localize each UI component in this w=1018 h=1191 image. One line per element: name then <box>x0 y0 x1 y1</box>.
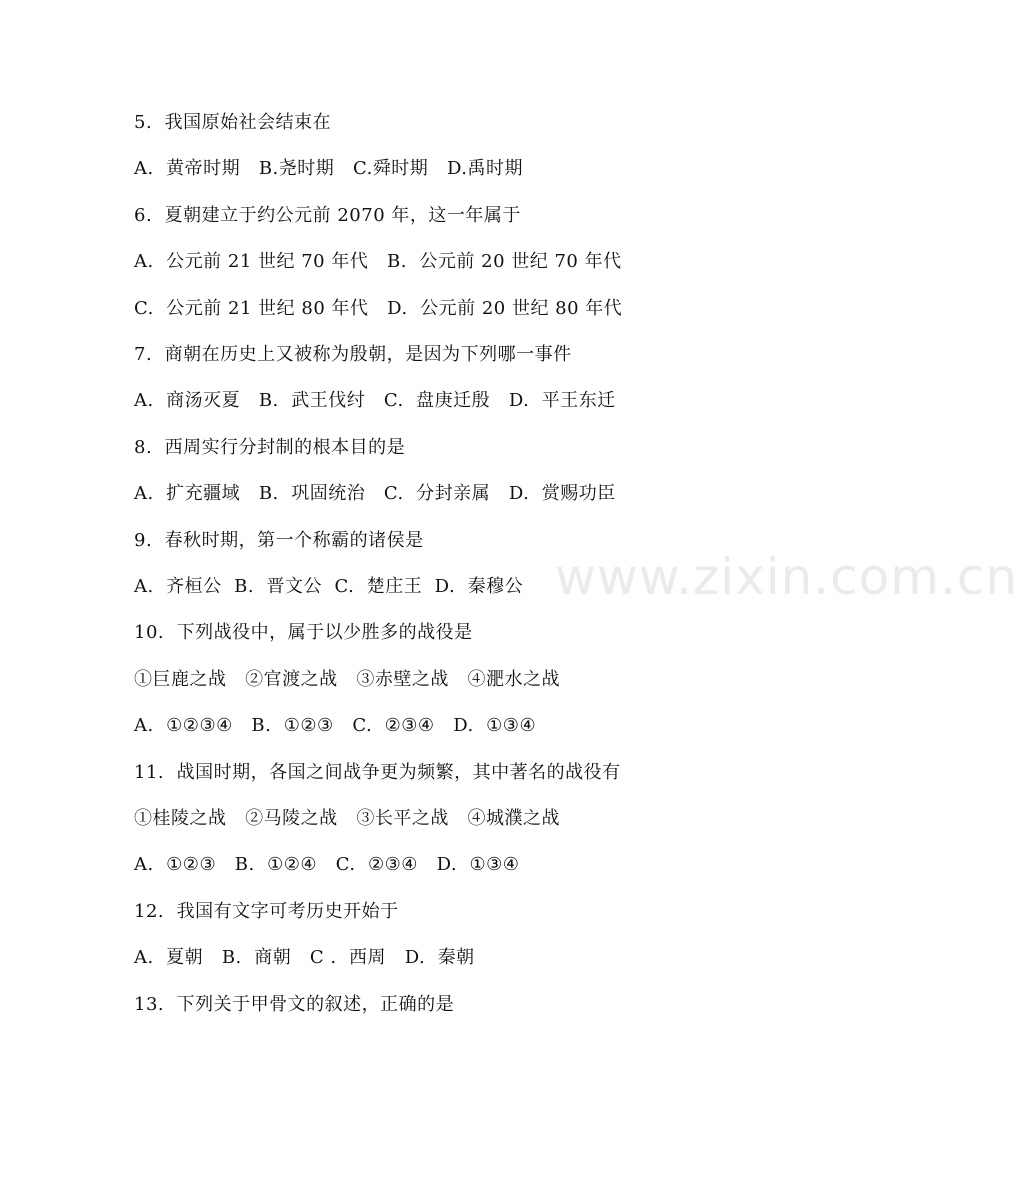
question-11-items: ①桂陵之战 ②马陵之战 ③长平之战 ④城濮之战 <box>134 808 560 829</box>
question-13: 13. 下列关于甲骨文的叙述，正确的是 <box>134 994 455 1015</box>
question-9-options: A. 齐桓公 B. 晋文公 C. 楚庄王 D. 秦穆公 <box>134 576 524 597</box>
question-8: 8. 西周实行分封制的根本目的是 <box>134 437 406 458</box>
question-6: 6. 夏朝建立于约公元前 2070 年，这一年属于 <box>134 205 521 226</box>
question-5: 5. 我国原始社会结束在 <box>134 112 332 133</box>
question-6-options-cd: C. 公元前 21 世纪 80 年代 D. 公元前 20 世纪 80 年代 <box>134 298 623 319</box>
watermark: www.zixin.com.cn <box>555 548 1018 606</box>
question-8-options: A. 扩充疆域 B. 巩固统治 C. 分封亲属 D. 赏赐功臣 <box>134 483 616 504</box>
question-5-options: A. 黄帝时期 B.尧时期 C.舜时期 D.禹时期 <box>134 158 523 179</box>
question-6-options-ab: A. 公元前 21 世纪 70 年代 B. 公元前 20 世纪 70 年代 <box>134 251 622 272</box>
question-12: 12. 我国有文字可考历史开始于 <box>134 901 399 922</box>
question-10: 10. 下列战役中，属于以少胜多的战役是 <box>134 622 473 643</box>
question-7: 7. 商朝在历史上又被称为殷朝，是因为下列哪一事件 <box>134 344 572 365</box>
question-7-options: A. 商汤灭夏 B. 武王伐纣 C. 盘庚迁殷 D. 平王东迁 <box>134 390 616 411</box>
question-12-options: A. 夏朝 B. 商朝 C . 西周 D. 秦朝 <box>134 947 475 968</box>
question-10-items: ①巨鹿之战 ②官渡之战 ③赤壁之战 ④淝水之战 <box>134 669 560 690</box>
question-9: 9. 春秋时期，第一个称霸的诸侯是 <box>134 530 424 551</box>
question-11-options: A. ①②③ B. ①②④ C. ②③④ D. ①③④ <box>134 854 520 875</box>
question-11: 11. 战国时期，各国之间战争更为频繁，其中著名的战役有 <box>134 762 621 783</box>
question-10-options: A. ①②③④ B. ①②③ C. ②③④ D. ①③④ <box>134 715 537 736</box>
